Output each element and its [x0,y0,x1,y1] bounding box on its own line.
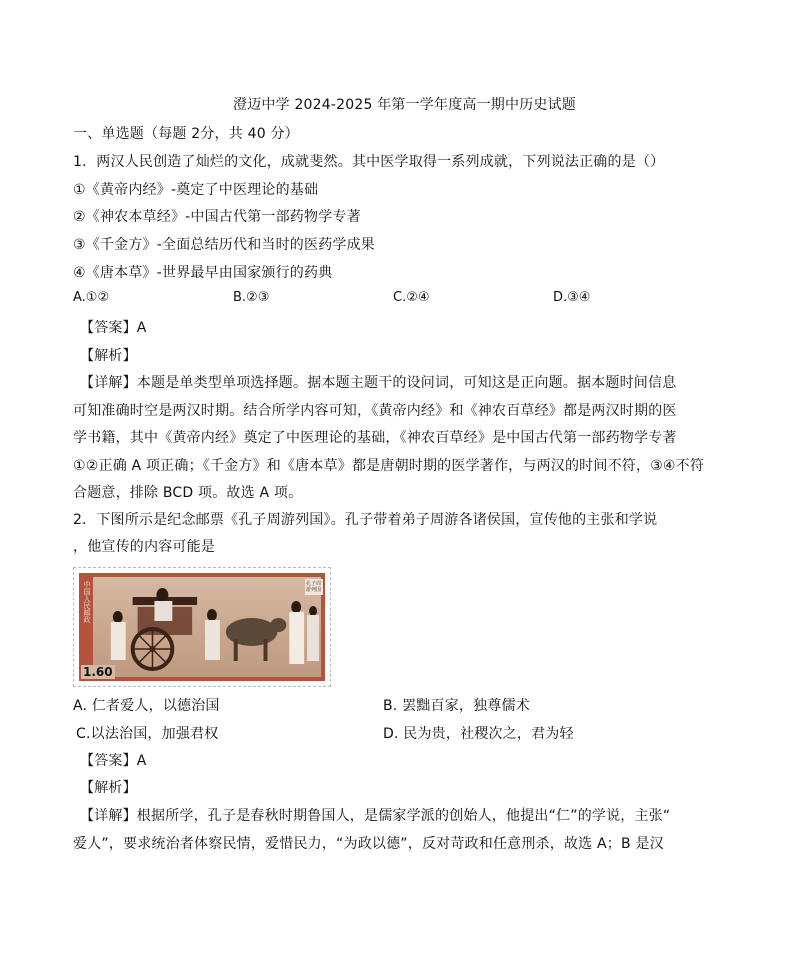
q1-item-4: ④《唐本草》-世界最早由国家颁行的药典 [73,265,333,281]
section-heading: 一、单选题（每题 2分，共 40 分） [73,126,299,142]
q1-option-c: C.②④ [393,290,430,305]
q1-item-2: ②《神农本草经》-中国古代第一部药物学专著 [73,209,361,225]
stamp-image [73,567,331,687]
q2-stem-line: 2．下图所示是纪念邮票《孔子周游列国》。孔子带着弟子周游各诸侯国，宣传他的主张和学说 [73,512,658,528]
q1-item-3: ③《千金方》-全面总结历代和当时的医药学成果 [73,237,376,253]
q1-analysis-label: 【解析】 [80,348,137,364]
q2-option-a: A. 仁者爱人，以德治国 [73,698,220,714]
q2-detail-line: 【详解】根据所学，孔子是春秋时期鲁国人，是儒家学派的创始人，他提出“仁”的学说，主张“ [80,808,671,824]
q2-stem-line: ，他宣传的内容可能是 [73,539,215,555]
stamp-face-value: 1.60 [83,665,113,679]
q2-option-b: B. 罢黜百家，独尊儒术 [383,698,530,714]
doc-title: 澄迈中学 2024-2025 年第一学年度高一期中历史试题 [233,97,577,113]
q2-analysis-label: 【解析】 [80,780,137,796]
q1-detail-line: 【详解】本题是单类型单项选择题。据本题主题干的设问词，可知这是正向题。据本题时间信息 [80,375,677,391]
q1-item-1: ①《黄帝内经》-奠定了中医理论的基础 [73,182,319,198]
q2-option-d: D. 民为贵，社稷次之，君为轻 [383,726,574,742]
q1-option-d: D.③④ [553,290,591,305]
q2-option-c: C.以法治国，加强君权 [76,726,219,742]
q1-option-b: B.②③ [233,290,270,305]
q2-detail-line: 爱人”，要求统治者体察民情，爱惜民力，“为政以德”，反对苛政和任意刑杀，故选 A；B 是汉 [73,836,664,852]
q1-detail-line: 学书籍，其中《黄帝内经》奠定了中医理论的基础，《神农百草经》是中国古代第一部药物学专著 [73,430,677,446]
q1-detail-line: 合题意，排除 BCD 项。故选 A 项。 [73,485,303,501]
q1-detail-line: ①②正确 A 项正确；《千金方》和《唐本草》都是唐朝时期的医学著作，与两汉的时间不符，③④不符 [73,458,705,474]
stamp-artwork [93,577,321,677]
carriage-scene-illustration [93,577,321,677]
stamp-country: 中国人民邮政 [83,581,91,623]
q1-detail-line: 可知准确时空是两汉时期。结合所学内容可知，《黄帝内经》和《神农百草经》都是两汉时期的医 [73,403,677,419]
stamp-caption: 孔子周游列国 [306,581,322,593]
q1-answer: 【答案】A [80,320,147,336]
q1-option-a: A.①② [73,290,110,305]
q2-answer: 【答案】A [80,753,147,769]
q1-stem: 1．两汉人民创造了灿烂的文化，成就斐然。其中医学取得一系列成就，下列说法正确的是（） [73,154,665,170]
